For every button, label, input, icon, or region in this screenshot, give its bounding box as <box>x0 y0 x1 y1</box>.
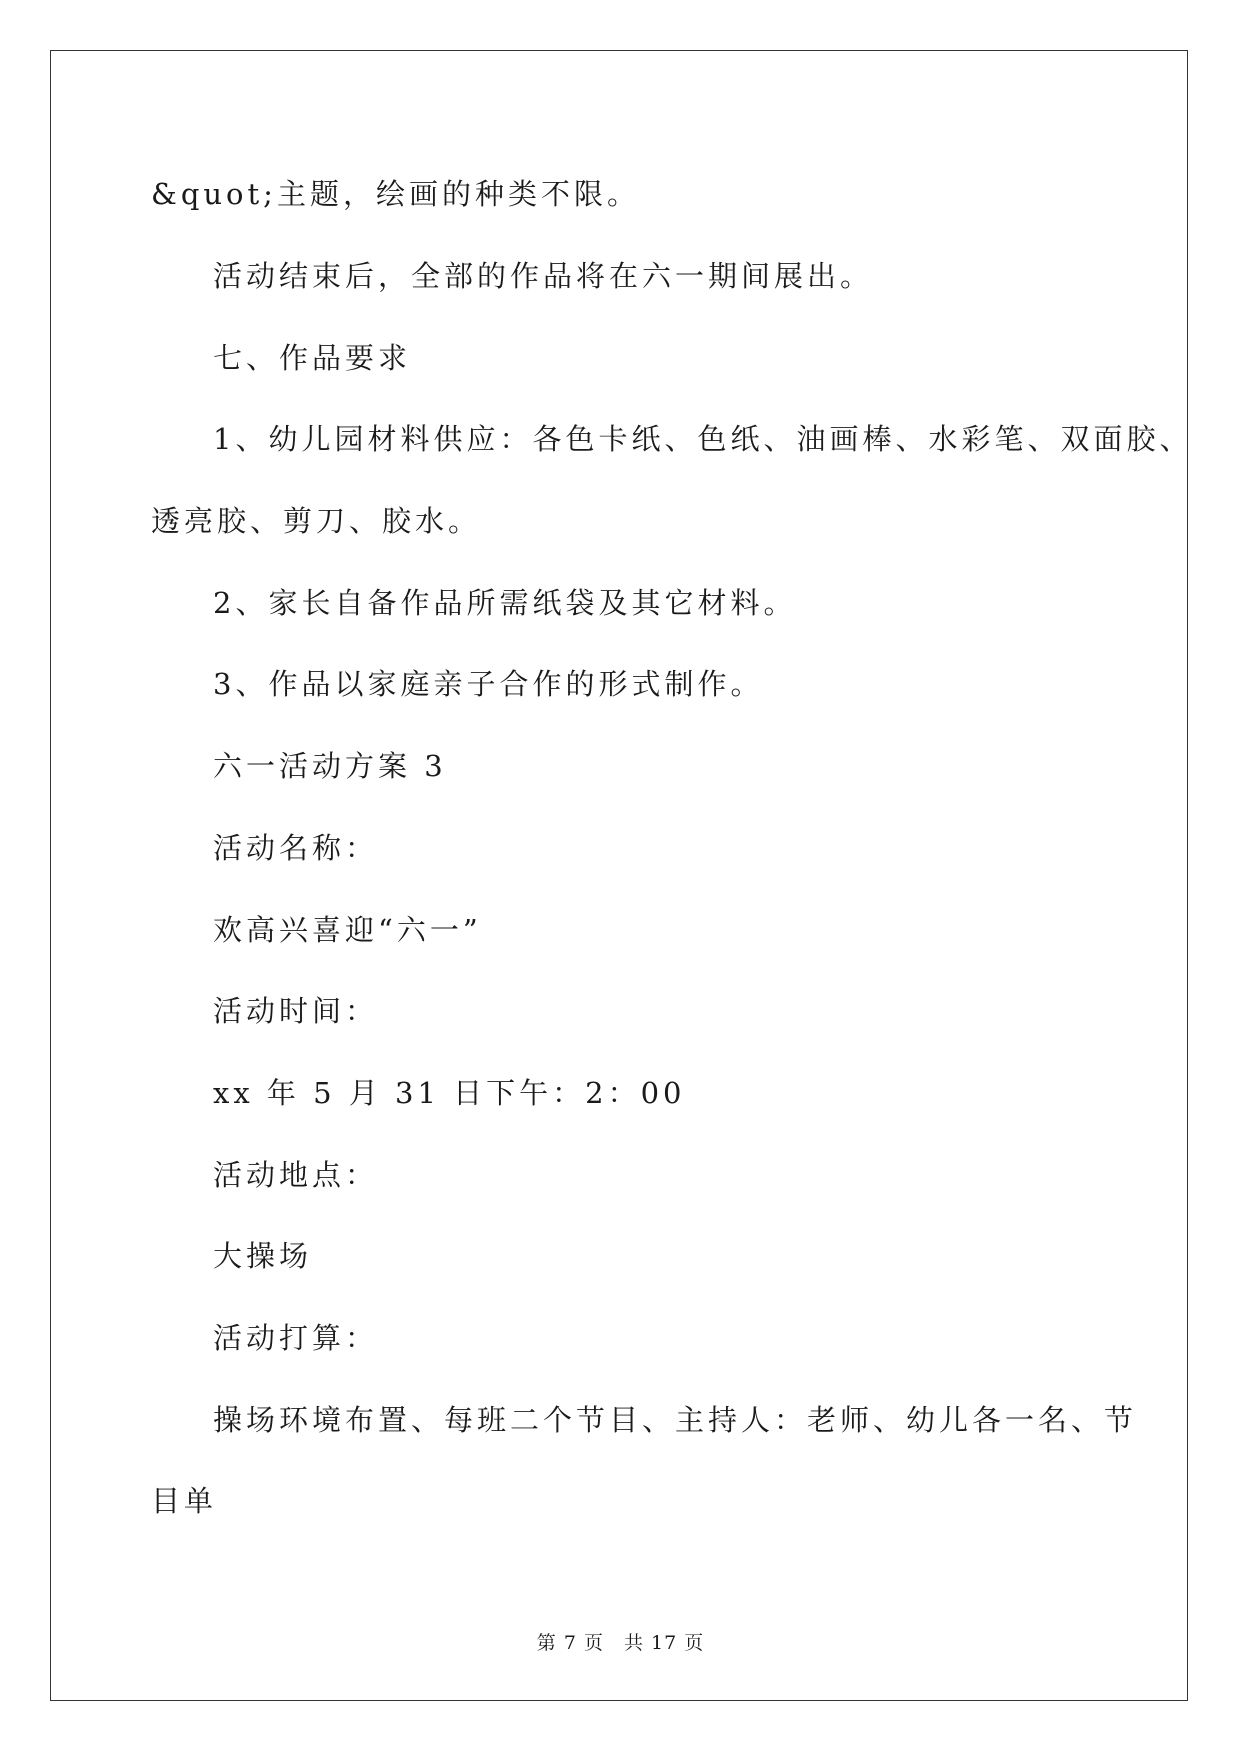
paragraph-line: xx 年 5 月 31 日下午：2：00 <box>213 1076 686 1110</box>
paragraph-line: 活动地点： <box>213 1158 379 1192</box>
paragraph-line: 欢高兴喜迎“六一” <box>213 913 482 947</box>
paragraph-line: 2、家长自备作品所需纸袋及其它材料。 <box>213 586 797 620</box>
paragraph-line: 操场环境布置、每班二个节目、主持人：老师、幼儿各一名、节 <box>213 1403 1138 1437</box>
paragraph-line: 目单 <box>151 1484 218 1518</box>
paragraph-line: 活动时间： <box>213 994 379 1028</box>
paragraph-line: 透亮胶、剪刀、胶水。 <box>151 504 482 538</box>
paragraph-line: 活动名称： <box>213 831 379 865</box>
page-footer: 第 7 页 共 17 页 <box>536 1632 705 1654</box>
paragraph-line: 3、作品以家庭亲子合作的形式制作。 <box>213 667 764 701</box>
paragraph-line: 活动结束后，全部的作品将在六一期间展出。 <box>213 259 874 293</box>
section-heading: 六一活动方案 3 <box>213 749 447 783</box>
page-border <box>50 50 1188 1701</box>
section-heading: 七、作品要求 <box>213 341 412 375</box>
paragraph-line: &quot;主题，绘画的种类不限。 <box>151 177 640 211</box>
paragraph-line: 活动打算： <box>213 1321 379 1355</box>
paragraph-line: 1、幼儿园材料供应：各色卡纸、色纸、油画棒、水彩笔、双面胶、 <box>213 422 1193 456</box>
paragraph-line: 大操场 <box>213 1239 313 1273</box>
